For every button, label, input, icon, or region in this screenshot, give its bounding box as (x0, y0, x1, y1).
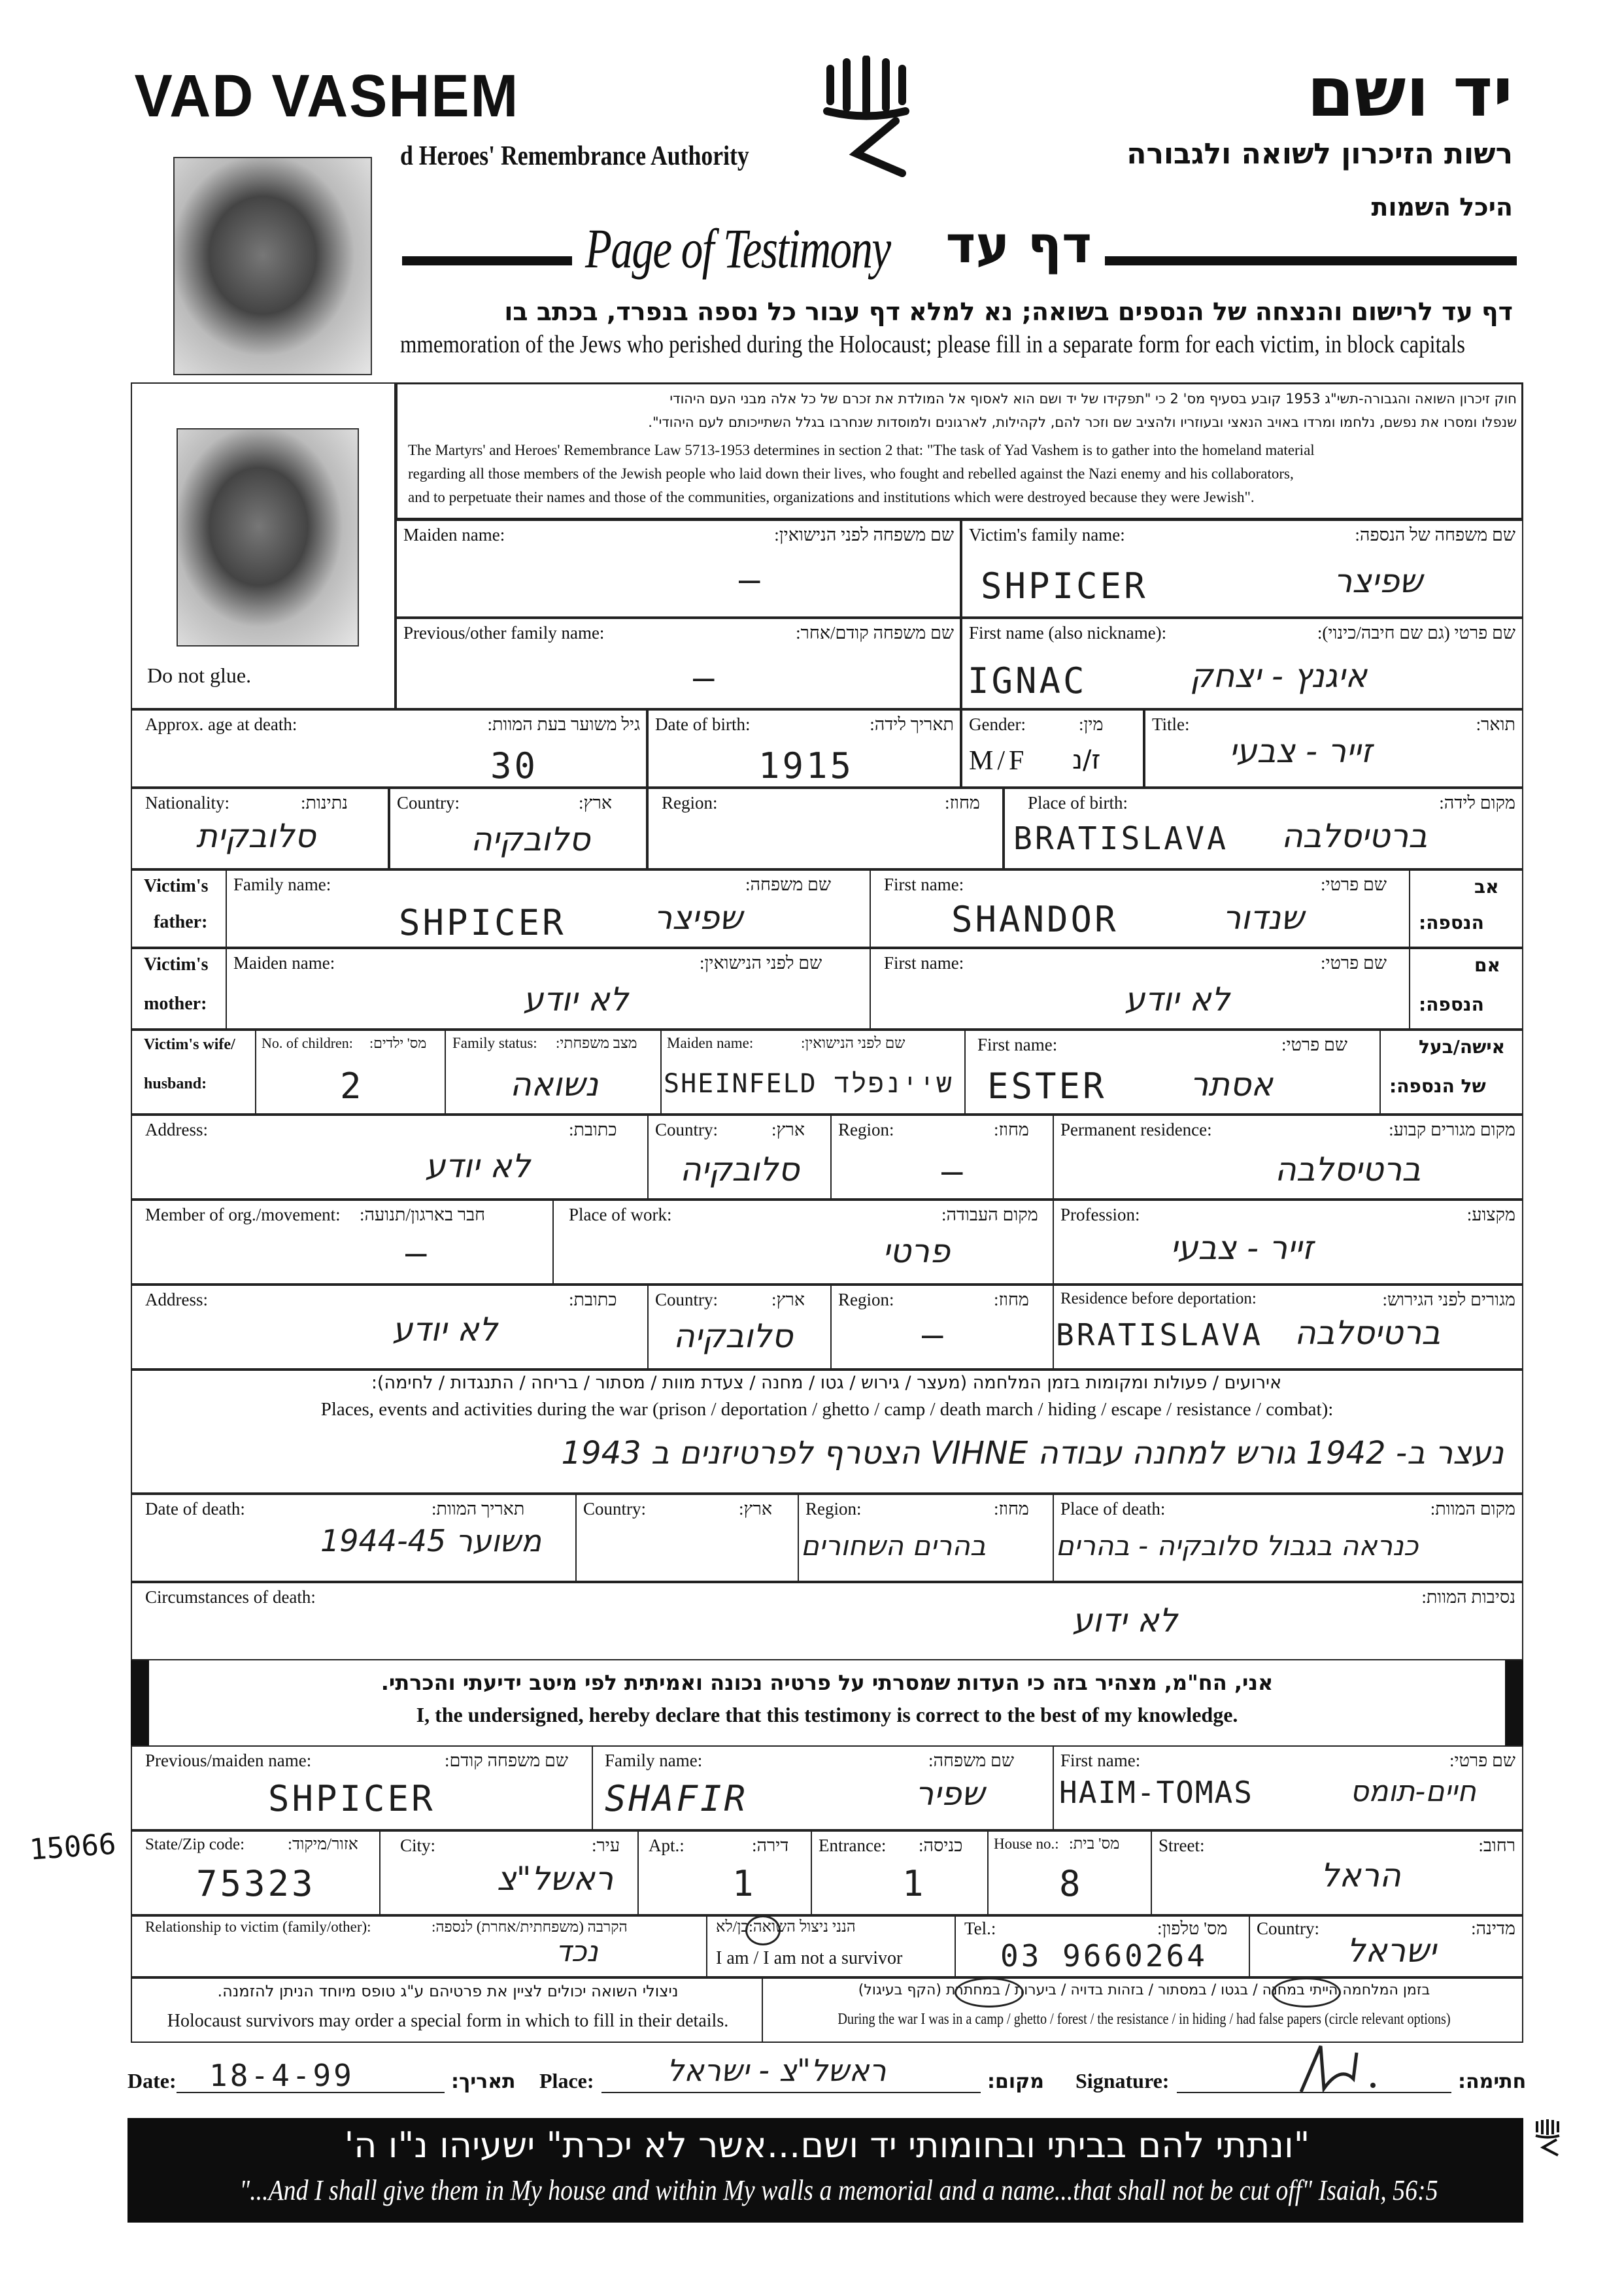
small-emblem-icon (1533, 2118, 1563, 2157)
sub-family-label-he: שם משפחה: (928, 1751, 1014, 1770)
sub-family-value-he[interactable]: שפיר (915, 1775, 985, 1813)
status-label-he: מצב משפחתי: (556, 1035, 637, 1051)
footer-date-label-he: תאריך: (451, 2070, 516, 2093)
sub-first-label: First name: (1060, 1751, 1141, 1770)
work-place-value[interactable]: פרטי (883, 1232, 951, 1270)
org-label-he: חבר בארגון/תנועה: (360, 1205, 486, 1224)
previous-name-label-he: שם משפחה קודם/אחר: (796, 623, 954, 643)
sub-country-label-he: מדינה: (1471, 1919, 1515, 1938)
work-divider-1 (552, 1200, 554, 1285)
age-label-he: גיל משוער בעת המוות: (487, 714, 640, 734)
maiden-name-label-he: שם משפחה לפני הנישואין: (774, 525, 954, 545)
maiden-name-label: Maiden name: (403, 525, 505, 545)
profession-label: Profession: (1060, 1205, 1140, 1224)
survivors-note-he: ניצולי השואה יכולים לציין את פרטיהם ע"ג טופס מיוחד הניתן להזמנה. (217, 1982, 679, 2000)
mother-label-2: mother: (144, 994, 207, 1014)
father-family-label-he: שם משפחה: (745, 875, 831, 894)
tel-value[interactable]: 03 9660264 (1000, 1938, 1208, 1974)
dep-address-label-he: כתובת: (569, 1290, 617, 1309)
mother-divider-2 (870, 948, 871, 1030)
perm-res-value[interactable]: ברטיסלבה (1275, 1151, 1421, 1188)
father-family-label: Family name: (233, 875, 331, 894)
law-hebrew-2: שנפלו ומסרו את נפשם, נלחמו ומרדו באויב הנאצי ובעוזריו ולהציב שם וזכר להם, לקהילות, לארגונים ולמוסדות שנחרבו בגלל השתייכותם לעם היהודי". (648, 414, 1517, 430)
relationship-value[interactable]: נכד (556, 1935, 598, 1968)
work-place-label: Place of work: (569, 1205, 672, 1224)
rel-divider-3 (1249, 1915, 1250, 1977)
addr-divider-4 (987, 1830, 989, 1915)
first-name-label: First name (also nickname): (969, 623, 1167, 643)
address-label: Address: (145, 1120, 208, 1139)
dep-res-label: Residence before deportation: (1060, 1290, 1257, 1307)
footer-signature-label-he: חתימה: (1458, 2070, 1527, 2093)
circumstances-row (131, 1582, 1523, 1660)
death-place-value[interactable]: כנראה בגבול סלובקיה - בהרים (1056, 1530, 1419, 1562)
spouse-maiden-label-he: שם לפני הנישואין: (801, 1035, 905, 1051)
tel-label: Tel.: (964, 1919, 996, 1938)
family-name-value[interactable]: SHPICER (981, 565, 1148, 607)
entrance-value[interactable]: 1 (902, 1863, 926, 1904)
sub-first-value-he[interactable]: חיים-תומס (1350, 1775, 1476, 1808)
footer-date-value[interactable]: 18-4-99 (209, 2058, 354, 2093)
dep-res-label-he: מגורים לפני הגירוש: (1382, 1290, 1515, 1309)
spouse-first-label: First name: (977, 1035, 1058, 1054)
camp-circle-mark (1272, 1977, 1341, 2008)
dep-country-label: Country: (655, 1290, 719, 1309)
war-status-he: בזמן המלחמה הייתי במחנה / בגטו / במסתור / בזהות בדויה / ביערות / במחתרת (הקף בעיגול) (858, 1982, 1430, 1998)
spouse-divider-5 (1379, 1030, 1381, 1115)
spouse-he-1: אישה/בעל (1419, 1036, 1505, 1058)
pob-value[interactable]: BRATISLAVA (1013, 820, 1228, 857)
sub-divider-2 (1053, 1745, 1054, 1830)
pob-label-he: מקום לידה: (1439, 793, 1515, 813)
dep-country-label-he: ארץ: (771, 1290, 805, 1309)
previous-name-value[interactable]: — (693, 657, 717, 698)
declaration-english: I, the undersigned, hereby declare that this testimony is correct to the best of my knowledge. (416, 1703, 1238, 1726)
footer-signature-label: Signature: (1075, 2069, 1170, 2093)
father-he-1: אב (1474, 876, 1499, 898)
gender-value-he[interactable]: ז/נ (1072, 745, 1101, 775)
mother-first-label-he: שם פרטי: (1321, 953, 1387, 973)
survivors-note-en: Holocaust survivors may order a special form in which to fill in their details. (167, 2011, 729, 2031)
res-region-label: Region: (838, 1120, 894, 1139)
city-value[interactable]: ראשל"צ (497, 1860, 614, 1898)
dep-divider-3 (1053, 1285, 1054, 1370)
father-first-value[interactable]: SHANDOR (951, 899, 1119, 940)
law-english-2: regarding all those members of the Jewish people who laid down their lives, who fought and rebelled against the Nazi enemy and his collaborators, (408, 465, 1294, 482)
footer-place-label-he: מקום: (987, 2070, 1044, 2093)
father-label-1: Victim's (144, 876, 209, 896)
first-name-label-he: שם פרטי (גם שם חיבה/כינוי): (1317, 623, 1515, 643)
zip-label: State/Zip code: (145, 1836, 245, 1853)
spouse-divider-2 (445, 1030, 446, 1115)
declaration-bar-left (131, 1660, 149, 1745)
death-country-label: Country: (583, 1499, 647, 1519)
spouse-divider-3 (660, 1030, 662, 1115)
spouse-first-value-he[interactable]: אסתר (1190, 1066, 1273, 1103)
status-label: Family status: (452, 1035, 537, 1051)
region-label: Region: (662, 793, 718, 813)
law-hebrew-1: חוק זיכרון השואה והגבורה-תשי"ג 1953 קובע בסעיף מס' 2 כי "תפקידו של יד ושם הוא לאסוף אל המולדת את זכרם של כל אלה מבני העם היהודי (669, 391, 1517, 407)
spouse-maiden-value[interactable]: SHEINFELD שיינפלד (664, 1069, 953, 1099)
res-country-label: Country: (655, 1120, 719, 1139)
dep-divider-2 (830, 1285, 832, 1370)
relationship-label: Relationship to victim (family/other): (145, 1919, 371, 1935)
work-divider-2 (1053, 1200, 1054, 1285)
mother-divider-3 (1409, 948, 1410, 1030)
mother-maiden-label: Maiden name: (233, 953, 335, 973)
sub-country-label: Country: (1257, 1919, 1320, 1938)
intro-english: mmemoration of the Jews who perished during the Holocaust; please fill in a separate form for each victim, in block capitals (400, 331, 1465, 358)
death-date-label-he: תאריך המוות: (431, 1499, 525, 1519)
family-name-label-he: שם משפחה של הנספה: (1355, 525, 1515, 545)
address-label-he: כתובת: (569, 1120, 617, 1139)
father-label-2: father: (154, 912, 208, 932)
circumstances-value[interactable]: לא ידוע (1072, 1602, 1178, 1639)
spouse-first-value[interactable]: ESTER (987, 1066, 1107, 1107)
yad-vashem-emblem-icon (817, 56, 915, 180)
death-divider-2 (798, 1494, 799, 1582)
title-value[interactable]: זייר - צבעי (1229, 732, 1372, 770)
org-label: Member of org./movement: (145, 1205, 341, 1224)
city-label: City: (400, 1836, 436, 1855)
apt-label: Apt.: (649, 1836, 685, 1855)
war-status-en: During the war I was in a camp / ghetto / forest / the resistance / in hiding / had false papers (circle relevant options) (837, 2011, 1451, 2028)
sub-family-label: Family name: (605, 1751, 703, 1770)
country-label-he: ארץ: (579, 793, 613, 813)
family-name-label: Victim's family name: (969, 525, 1125, 545)
entrance-label-he: כניסה: (919, 1836, 963, 1855)
death-divider-1 (575, 1494, 577, 1582)
relationship-label-he: הקרבה (משפחתית/אחרת) לנספה: (431, 1919, 628, 1935)
street-label: Street: (1159, 1836, 1205, 1855)
sub-country-value[interactable]: ישראל (1347, 1932, 1436, 1970)
dob-label-he: תאריך לידה: (870, 714, 954, 734)
gender-label: Gender: (969, 714, 1026, 734)
death-region-label: Region: (805, 1499, 862, 1519)
death-country-label-he: ארץ: (739, 1499, 773, 1519)
death-place-label: Place of death: (1060, 1499, 1166, 1519)
father-divider-3 (1409, 869, 1410, 948)
father-divider-2 (870, 869, 871, 948)
circumstances-label-he: נסיבות המוות: (1421, 1587, 1515, 1607)
mother-maiden-label-he: שם לפני הנישואין: (700, 953, 822, 973)
first-name-value[interactable]: IGNAC (968, 660, 1087, 701)
survivor-label-en: I am / I am not a survivor (716, 1948, 903, 1968)
law-english-1: The Martyrs' and Heroes' Remembrance Law 5713-1953 determines in section 2 that: "The task of Yad Vashem is to gather into the homeland material (408, 442, 1315, 458)
mother-maiden-value[interactable]: לא יודע (523, 981, 629, 1018)
circumstances-label: Circumstances of death: (145, 1587, 316, 1607)
signature-scribble[interactable] (1294, 2040, 1393, 2098)
forest-circle-mark (955, 1977, 1024, 2008)
house-label: House no.: (994, 1836, 1059, 1852)
death-region-label-he: מחוז: (994, 1499, 1029, 1519)
yad-vashem-hebrew-title: יד ושם (1307, 52, 1513, 132)
rel-divider-2 (955, 1915, 956, 1977)
sub-prev-label-he: שם משפחה קודם: (445, 1751, 568, 1770)
footer-place-value[interactable]: ראשל"צ - ישראל (667, 2053, 887, 2088)
nationality-label: Nationality: (145, 793, 229, 813)
title-label-he: תואר: (1476, 714, 1515, 734)
addr-divider-3 (811, 1830, 812, 1915)
dep-address-label: Address: (145, 1290, 208, 1309)
spouse-label-1: Victim's wife/ (144, 1036, 235, 1053)
authority-hebrew: רשות הזיכרון לשואה ולגבורה (1126, 137, 1513, 171)
country-value[interactable]: סלובקיה (471, 820, 590, 858)
sub-family-value[interactable]: SHAFIR (605, 1778, 749, 1819)
victim-photo (177, 428, 359, 647)
org-value[interactable]: — (405, 1232, 430, 1273)
dep-res-value[interactable]: BRATISLAVA (1056, 1317, 1263, 1353)
title-rule-right (1105, 256, 1517, 265)
apt-value[interactable]: 1 (732, 1863, 756, 1904)
dob-label: Date of birth: (655, 714, 751, 734)
age-value[interactable]: 30 (490, 745, 539, 786)
res-divider-2 (830, 1115, 832, 1200)
house-value[interactable]: 8 (1059, 1863, 1083, 1904)
events-label-en: Places, events and activities during the war (prison / deportation / ghetto / camp / death march / hiding / escape / resistance / combat): (320, 1399, 1334, 1420)
mother-first-value[interactable]: לא יודע (1125, 981, 1230, 1018)
status-value[interactable]: נשואה (510, 1066, 599, 1103)
father-family-value-he[interactable]: שפיצר (654, 899, 743, 937)
intro-hebrew: דף עד לרישום והנצחה של הנספים בשואה; נא למלא דף עבור כל נספה בנפרד, בכתב בו (504, 297, 1513, 326)
res-divider-1 (647, 1115, 649, 1200)
events-label-he: אירועים / פעולות ומקומות בזמן המלחמה (מעצר / גירוש / גטו / מחנה / צעדת מוות / מסתור / בריחה / התנגדות / לחימה): (371, 1373, 1282, 1393)
profession-label-he: מקצוע: (1466, 1205, 1515, 1224)
pob-value-he[interactable]: ברטיסלבה (1281, 817, 1428, 855)
spouse-divider-4 (964, 1030, 966, 1115)
death-divider-3 (1053, 1494, 1054, 1582)
spouse-he-2: של הנספה: (1389, 1075, 1486, 1097)
death-region-value[interactable]: בהרים השחורים (801, 1530, 987, 1562)
region-label-he: מחוז: (945, 793, 980, 813)
spouse-maiden-label: Maiden name: (667, 1035, 754, 1051)
page-of-testimony-hebrew: דף עד (945, 216, 1092, 275)
apt-label-he: דירה: (752, 1836, 789, 1855)
side-number: 15066 (28, 1827, 118, 1867)
dep-res-value-he[interactable]: ברטיסלבה (1294, 1314, 1441, 1352)
entrance-label: Entrance: (819, 1836, 887, 1855)
declaration-hebrew: אני, הח"מ, מצהיר בזה כי העדות שמסרתי על פרטיה נכונה ואמיתית לפי מיטב ידיעתי והכרתי. (381, 1670, 1274, 1695)
events-value[interactable]: נעצר ב- 1942 גורש למחנה עבודה VIHNE הצטרף לפרטיזנים ב 1943 (561, 1435, 1504, 1471)
father-he-2: הנספה: (1419, 912, 1484, 933)
nationality-label-he: נתינות: (301, 793, 348, 813)
tel-label-he: מס' טלפון: (1157, 1919, 1228, 1938)
authority-english: d Heroes' Remembrance Authority (400, 141, 749, 171)
children-label: No. of children: (262, 1035, 353, 1051)
mother-row (131, 948, 1523, 1030)
res-country-value[interactable]: סלובקיה (680, 1151, 800, 1188)
addr-divider-1 (379, 1830, 381, 1915)
children-label-he: מס' ילדים: (369, 1035, 427, 1051)
first-name-value-he[interactable]: איגנץ - יצחק (1190, 657, 1368, 695)
street-value[interactable]: הראל (1321, 1857, 1401, 1894)
pob-label: Place of birth: (1028, 793, 1128, 813)
res-country-label-he: ארץ: (771, 1120, 805, 1139)
death-place-label-he: מקום המוות: (1430, 1499, 1515, 1519)
res-region-value[interactable]: — (941, 1151, 966, 1192)
law-english-3: and to perpetuate their names and those of the communities, organizations and institutions which were destroyed because they were Jewish". (408, 489, 1255, 505)
dep-region-label: Region: (838, 1290, 894, 1309)
footer-date-label: Date: (127, 2069, 177, 2093)
death-date-label: Date of death: (145, 1499, 245, 1519)
death-date-value[interactable]: משוער 1944-45 (320, 1523, 541, 1558)
hall-of-names-hebrew: היכל השמות (1371, 193, 1513, 222)
footer-place-label: Place: (539, 2069, 594, 2093)
res-region-label-he: מחוז: (994, 1120, 1029, 1139)
sub-first-value[interactable]: HAIM-TOMAS (1059, 1775, 1253, 1810)
spouse-divider-1 (255, 1030, 256, 1115)
res-divider-3 (1053, 1115, 1054, 1200)
perm-res-label-he: מקום מגורים קבוע: (1389, 1120, 1515, 1139)
address-value[interactable]: לא יודע (425, 1147, 531, 1185)
dep-country-value[interactable]: סלובקיה (673, 1317, 793, 1355)
zip-value[interactable]: 75323 (196, 1863, 316, 1904)
house-label-he: מס' בית: (1069, 1836, 1120, 1853)
dep-region-label-he: מחוז: (994, 1290, 1029, 1309)
place-underline (601, 2092, 981, 2093)
mother-divider-1 (226, 948, 227, 1030)
dep-divider-1 (647, 1285, 649, 1370)
survivor-label-he: הנני ניצול השואה:כן/לא (716, 1919, 856, 1936)
rel-divider-1 (706, 1915, 707, 1977)
mother-label-1: Victim's (144, 954, 209, 975)
father-first-value-he[interactable]: שנדור (1223, 899, 1304, 937)
perm-res-label: Permanent residence: (1060, 1120, 1212, 1139)
spouse-label-2: husband: (144, 1075, 207, 1092)
gender-value[interactable]: M/F (969, 746, 1028, 776)
survivors-divider (762, 1977, 763, 2043)
zip-label-he: אזור/מיקוד: (288, 1836, 358, 1853)
spouse-first-label-he: שם פרטי: (1281, 1035, 1348, 1054)
victim-photo-top (173, 157, 372, 375)
family-name-value-he[interactable]: שפיצר (1334, 562, 1423, 600)
survivor-circle-mark (745, 1915, 781, 1945)
father-first-label: First name: (884, 875, 964, 894)
do-not-glue-note: Do not glue. (147, 664, 252, 687)
maiden-name-value[interactable]: — (739, 559, 763, 600)
father-family-value[interactable]: SHPICER (399, 902, 566, 943)
dep-address-value[interactable]: לא יודע (392, 1311, 498, 1349)
addr-divider-5 (1151, 1830, 1152, 1915)
father-first-label-he: שם פרטי: (1321, 875, 1387, 894)
previous-name-label: Previous/other family name: (403, 623, 605, 643)
addr-divider-2 (637, 1830, 639, 1915)
mother-he-1: אם (1474, 954, 1500, 976)
profession-value[interactable]: זייר - צבעי (1170, 1229, 1313, 1267)
sub-divider-1 (592, 1745, 593, 1830)
quote-hebrew: "ונתתי להם בביתי ובחומותי יד ושם...אשר לא יכרת" ישעיהו נ"ו ה' (344, 2125, 1310, 2166)
sub-prev-value[interactable]: SHPICER (268, 1778, 435, 1819)
children-value[interactable]: 2 (340, 1066, 364, 1107)
dep-region-value[interactable]: — (922, 1314, 946, 1355)
sub-first-label-he: שם פרטי: (1449, 1751, 1515, 1770)
title-label: Title: (1152, 714, 1190, 734)
father-divider-1 (226, 869, 227, 948)
mother-he-2: הנספה: (1419, 994, 1484, 1015)
street-label-he: רחוב: (1478, 1836, 1515, 1855)
age-label: Approx. age at death: (145, 714, 297, 734)
dob-value[interactable]: 1915 (758, 745, 854, 786)
mother-first-label: First name: (884, 953, 964, 973)
work-place-label-he: מקום העבודה: (941, 1205, 1038, 1224)
declaration-bar-right (1505, 1660, 1523, 1745)
sub-prev-label: Previous/maiden name: (145, 1751, 312, 1770)
country-label: Country: (397, 793, 460, 813)
title-rule-left (402, 256, 572, 265)
gender-label-he: מין: (1079, 714, 1104, 734)
page-of-testimony-title: Page of Testimony (585, 217, 890, 280)
yad-vashem-logo-text: VAD VASHEM (134, 63, 520, 129)
quote-english: "...And I shall give them in My house and within My walls a memorial and a name...that shall not be cut off" Isaiah, 56:5 (239, 2174, 1438, 2206)
city-label-he: עיר: (592, 1836, 620, 1855)
nationality-value[interactable]: סלובקית (196, 817, 316, 855)
